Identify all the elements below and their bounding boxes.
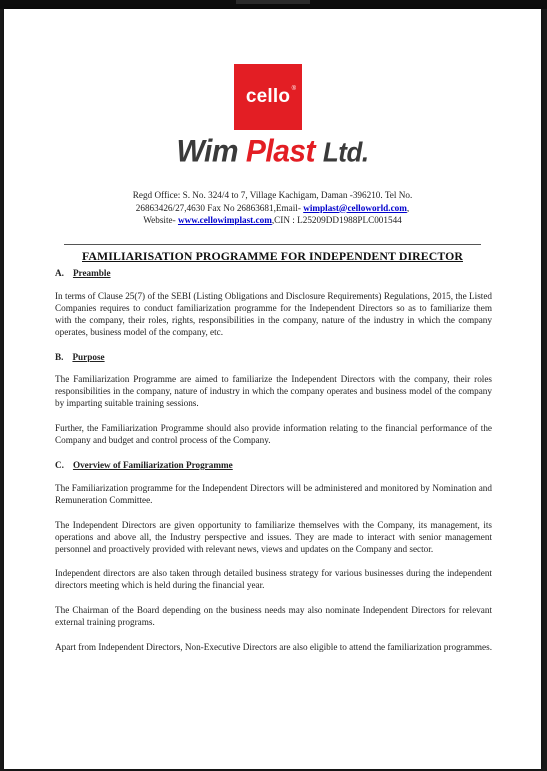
section-marker: C. [55,459,64,470]
paragraph: The Familiarization Programme are aimed to familiarize the Independent Directors with the company, their roles responsibilities in the company, nature of industry in which the company operates and business model of the company by imparting suitable training sessions. [55,374,492,409]
section-heading-label: Purpose [72,351,105,362]
cin-text: ,CIN : L25209DD1988PLC001544 [271,215,402,225]
section-b [55,352,492,447]
paragraph: The Chairman of the Board depending on the business needs may also nominate Independent Directors for relevant external training programs. [55,605,492,628]
email-link[interactable]: wimplast@celloworld.com [303,202,407,213]
cello-logo [234,64,302,130]
section-c [55,460,492,654]
company-name-wim: Wim [176,134,238,169]
section-heading-label: Overview of Familiarization Programme [72,459,233,470]
company-name-plast: Plast [245,134,316,169]
address-line-2-end: , [406,202,410,213]
document-title: FAMILIARISATION PROGRAMME FOR INDEPENDENT DIRECTOR [82,249,463,263]
section-marker: B. [55,351,64,362]
paragraph: Apart from Independent Directors, Non-Executive Directors are also eligible to attend the familiarization programmes. [55,642,493,653]
address-line-1: Regd Office: S. No. 324/4 to 7, Village Kachigam, Daman -396210. Tel No. [132,190,413,200]
address-line-3 [24,214,521,227]
logo-registered-mark: ® [291,86,296,92]
paragraph: The Independent Directors are given opportunity to familiarize themselves with the Company, its management, its operations and above all, the Industry perspective and issues. They are made to interact with senior management personnel and proactively provided with relevant news, views and updates on the Company and sector. [55,519,492,554]
document-body [55,268,492,667]
section-a [55,268,492,339]
paragraph: Further, the Familiarization Programme should also provide information relating to the financial performance of the Company and budget and control process of the Company. [55,423,492,446]
section-heading-label: Preamble [72,268,111,278]
section-heading [55,268,492,280]
section-heading [55,352,492,364]
paragraph: The Familiarization programme for the Independent Directors will be administered and monitored by Nomination and Remuneration Committee. [55,482,492,505]
registered-address [24,189,521,227]
website-link[interactable]: www.cellowimplast.com [177,215,272,225]
header-divider [64,244,481,245]
section-heading [55,460,492,472]
window-top-bar [0,0,547,9]
address-line-2-text: 26863426/27,4630 Fax No 26863681,Email- [135,202,304,213]
window-tab-nub [236,0,310,4]
logo-text: cello [245,86,291,107]
company-name-ltd: Ltd. [322,136,369,168]
company-name [4,134,541,170]
paragraph: Independent directors are also taken through detailed business strategy for various businesses during the independent directors meeting which is held during the financial year. [55,568,492,591]
address-line-2 [24,202,521,215]
paragraph: In terms of Clause 25(7) of the SEBI (Listing Obligations and Disclosure Requirements) Regulations, 2015, the Listed Companies requires to conduct familiarization programme for the Independent Directors so as to familiarize them with the company, their roles, rights, responsibilities in the company, nature of the industry in which the company operates, business model of the company, etc. [55,290,492,337]
document-page [4,9,541,769]
section-marker: A. [55,268,64,278]
website-prefix: Website- [143,215,178,225]
